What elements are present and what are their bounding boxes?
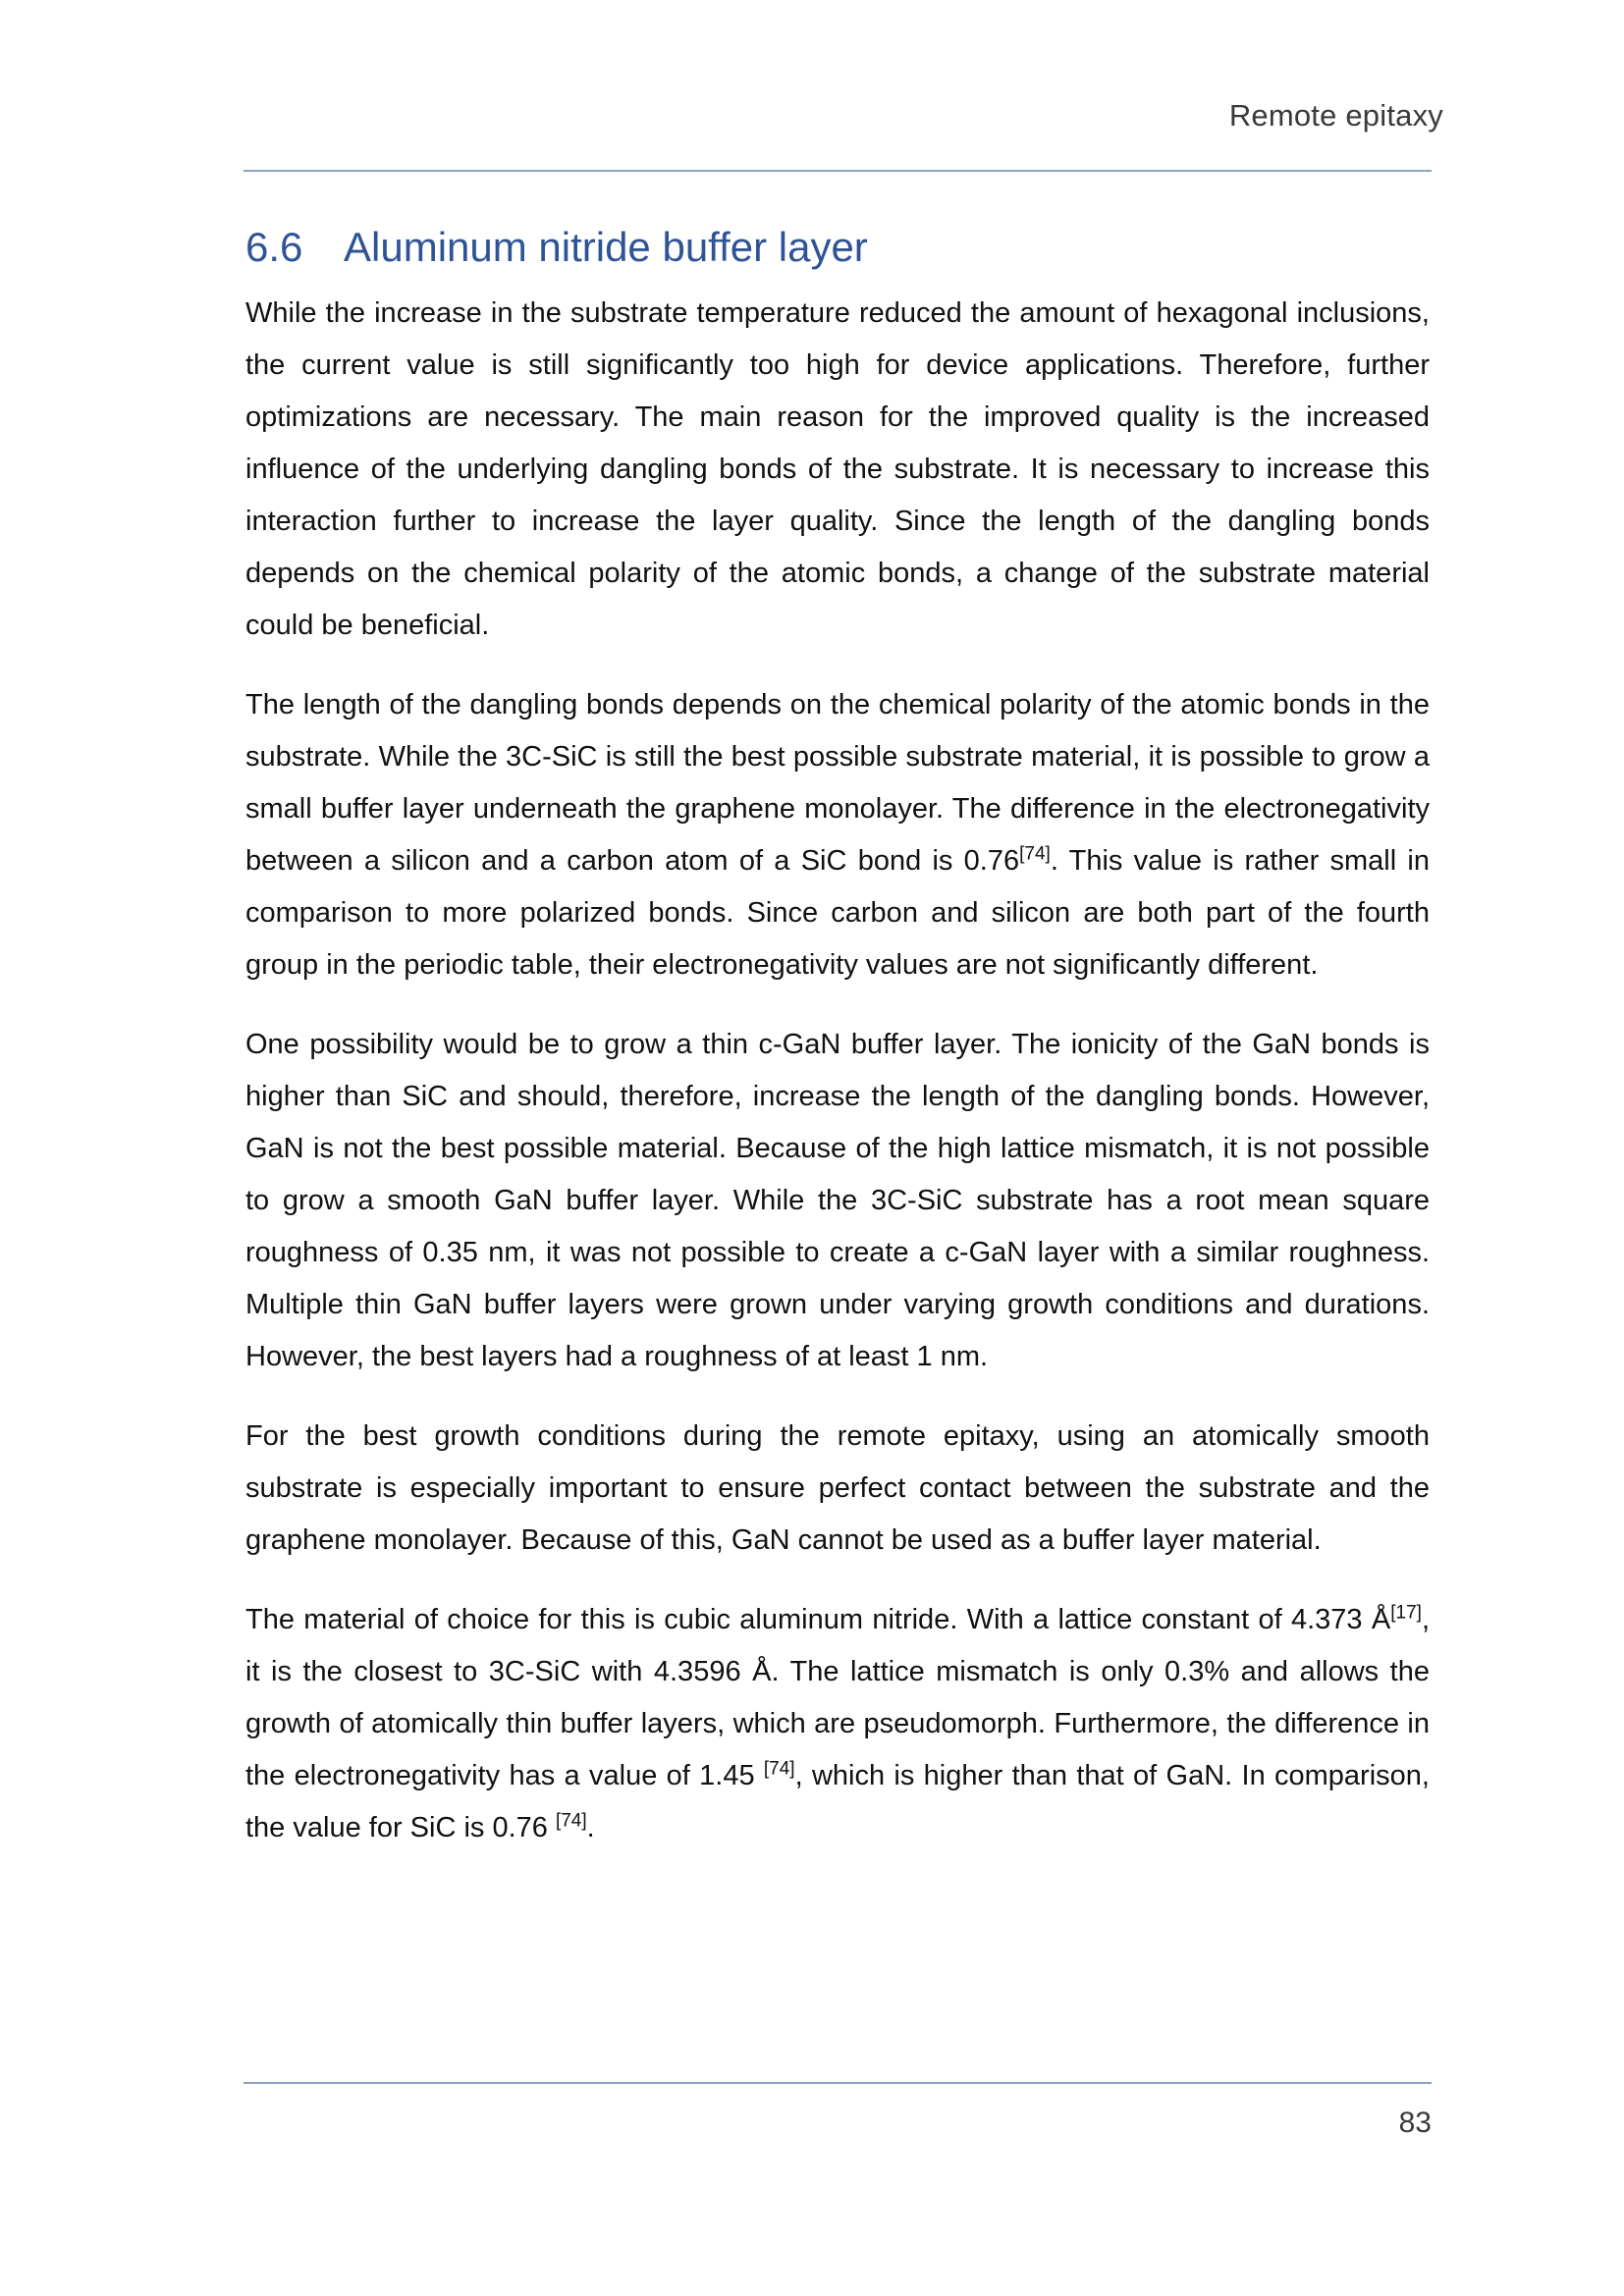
header-divider [244,170,1432,172]
body-text [245,288,1430,1882]
citation-ref: [74] [763,1758,795,1780]
citation-ref: [17] [1390,1602,1422,1624]
paragraph-5-text-a: The material of choice for this is cubic aluminum nitride. With a lattice constant of 4.373 Å [245,1604,1391,1635]
paragraph-2-text-b: . This value is rather small in comparison to more polarized bonds. Since carbon and silicon are both part of the fourth group in the periodic table, their electronegativity values are not significantly different. [245,845,1430,981]
running-header: Remote epitaxy [1228,98,1443,133]
paragraph-4: For the best growth conditions during the remote epitaxy, using an atomically smooth substrate is especially important to ensure perfect contact between the substrate and the graphene monolayer. Because of this, GaN cannot be used as a buffer layer material. [245,1420,1430,1556]
paragraph-2 [245,679,1430,991]
footer-divider [244,2082,1432,2084]
paragraph-2-text-a: The length of the dangling bonds depends on the chemical polarity of the atomic bonds in the substrate. While the 3C-SiC is still the best possible substrate material, it is possible to grow a small buffer layer underneath the graphene monolayer. The difference in the electronegativity between a silicon and a carbon atom of a SiC bond is 0.76 [245,689,1430,877]
citation-ref: [74] [555,1810,587,1832]
paragraph-5-text-d: . [586,1812,595,1843]
section-number: 6.6 [245,224,303,270]
page-number: 83 [1398,2107,1432,2139]
paragraph-5-text-b: , it is the closest to 3C-SiC with 4.3596 Å. The lattice mismatch is only 0.3% and allows the growth of atomically thin buffer layers, which are pseudomorph. Furthermore, the difference in the electronegativity has a value of 1.45 [245,1604,1430,1791]
paragraph-1: While the increase in the substrate temperature reduced the amount of hexagonal inclusions, the current value is still significantly too high for device applications. Therefore, further optimizations are necessary. The main reason for the improved quality is the increased influence of the underlying dangling bonds of the substrate. It is necessary to increase this interaction further to increase the layer quality. Since the length of the dangling bonds depends on the chemical polarity of the atomic bonds, a change of the substrate material could be beneficial. [245,297,1430,641]
section-heading [245,224,868,271]
paragraph-3: One possibility would be to grow a thin c-GaN buffer layer. The ionicity of the GaN bonds is higher than SiC and should, therefore, increase the length of the dangling bonds. However, GaN is not the best possible material. Because of the high lattice mismatch, it is not possible to grow a smooth GaN buffer layer. While the 3C-SiC substrate has a root mean square roughness of 0.35 nm, it was not possible to create a c-GaN layer with a similar roughness. Multiple thin GaN buffer layers were grown under varying growth conditions and durations. However, the best layers had a roughness of at least 1 nm. [245,1029,1430,1372]
paragraph-5-text-c: , which is higher than that of GaN. In comparison, the value for SiC is 0.76 [245,1760,1430,1843]
section-title: Aluminum nitride buffer layer [344,224,868,270]
paragraph-5 [245,1594,1430,1854]
citation-ref: [74] [1019,843,1051,865]
